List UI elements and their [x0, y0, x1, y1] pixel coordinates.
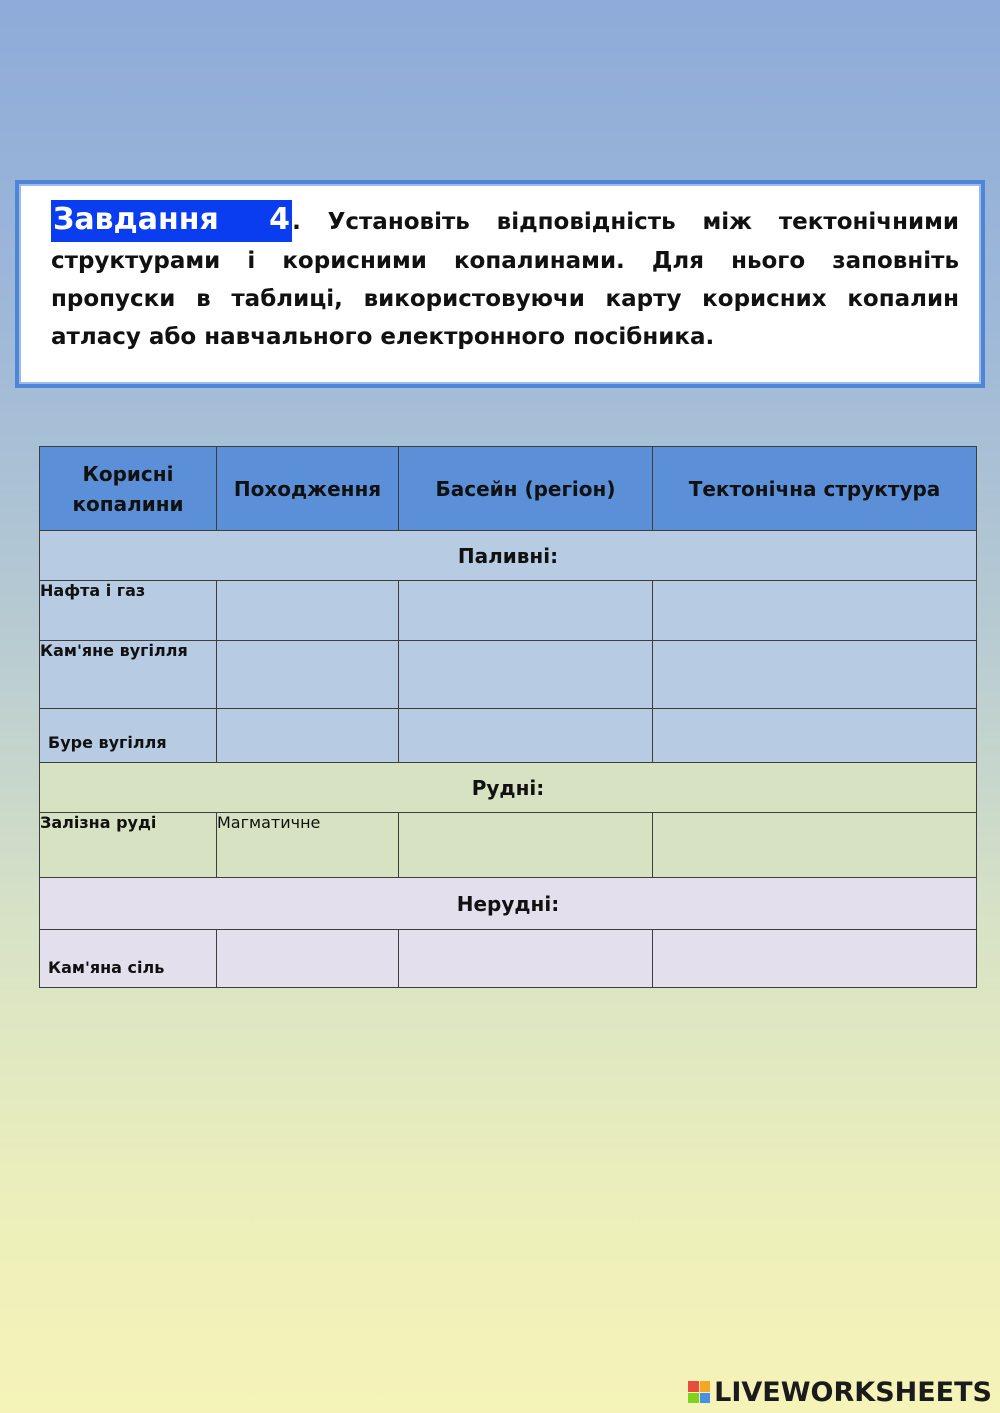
- row-label-iron-ore: Залізна руді: [40, 813, 217, 878]
- tectonic-input-oil-gas[interactable]: [653, 581, 977, 641]
- basin-input-brown-coal[interactable]: [399, 709, 653, 763]
- liveworksheets-logo: [688, 1376, 992, 1408]
- task-box: [15, 180, 985, 388]
- origin-input-brown-coal[interactable]: [217, 709, 399, 763]
- basin-input-iron-ore[interactable]: [399, 813, 653, 878]
- row-label-brown-coal: Буре вугілля: [40, 709, 217, 763]
- task-text-block: [19, 184, 981, 384]
- basin-input-salt[interactable]: [399, 930, 653, 988]
- header-basin: Басейн (регіон): [399, 447, 653, 531]
- origin-input-salt[interactable]: [217, 930, 399, 988]
- header-origin: Походження: [217, 447, 399, 531]
- logo-mark-icon: [688, 1381, 710, 1403]
- origin-input-coal[interactable]: [217, 641, 399, 709]
- header-tectonic: Тектонічна структура: [653, 447, 977, 531]
- origin-input-oil-gas[interactable]: [217, 581, 399, 641]
- row-label-salt: Кам'яна сіль: [40, 930, 217, 988]
- tectonic-input-coal[interactable]: [653, 641, 977, 709]
- basin-input-coal[interactable]: [399, 641, 653, 709]
- tectonic-input-iron-ore[interactable]: [653, 813, 977, 878]
- section-ore: Рудні:: [40, 763, 977, 813]
- task-instruction: . Установіть відповідність між тектонічними структурами і корисними копалинами. Для нього заповніть пропуски в таблиці, використовуючи карту корисних копалин атласу або навчального електронного посібника.: [51, 209, 959, 350]
- tectonic-input-salt[interactable]: [653, 930, 977, 988]
- matching-table: [39, 446, 977, 988]
- row-label-oil-gas: Нафта і газ: [40, 581, 217, 641]
- logo-text: LIVEWORKSHEETS: [714, 1376, 992, 1408]
- section-nonore: Нерудні:: [40, 878, 977, 930]
- header-minerals: Корисні копалини: [40, 447, 217, 531]
- row-label-coal: Кам'яне вугілля: [40, 641, 217, 709]
- origin-value-iron-ore: Магматичне: [217, 813, 399, 878]
- task-label: Завдання 4: [51, 200, 292, 242]
- section-fuel: Паливні:: [40, 531, 977, 581]
- basin-input-oil-gas[interactable]: [399, 581, 653, 641]
- tectonic-input-brown-coal[interactable]: [653, 709, 977, 763]
